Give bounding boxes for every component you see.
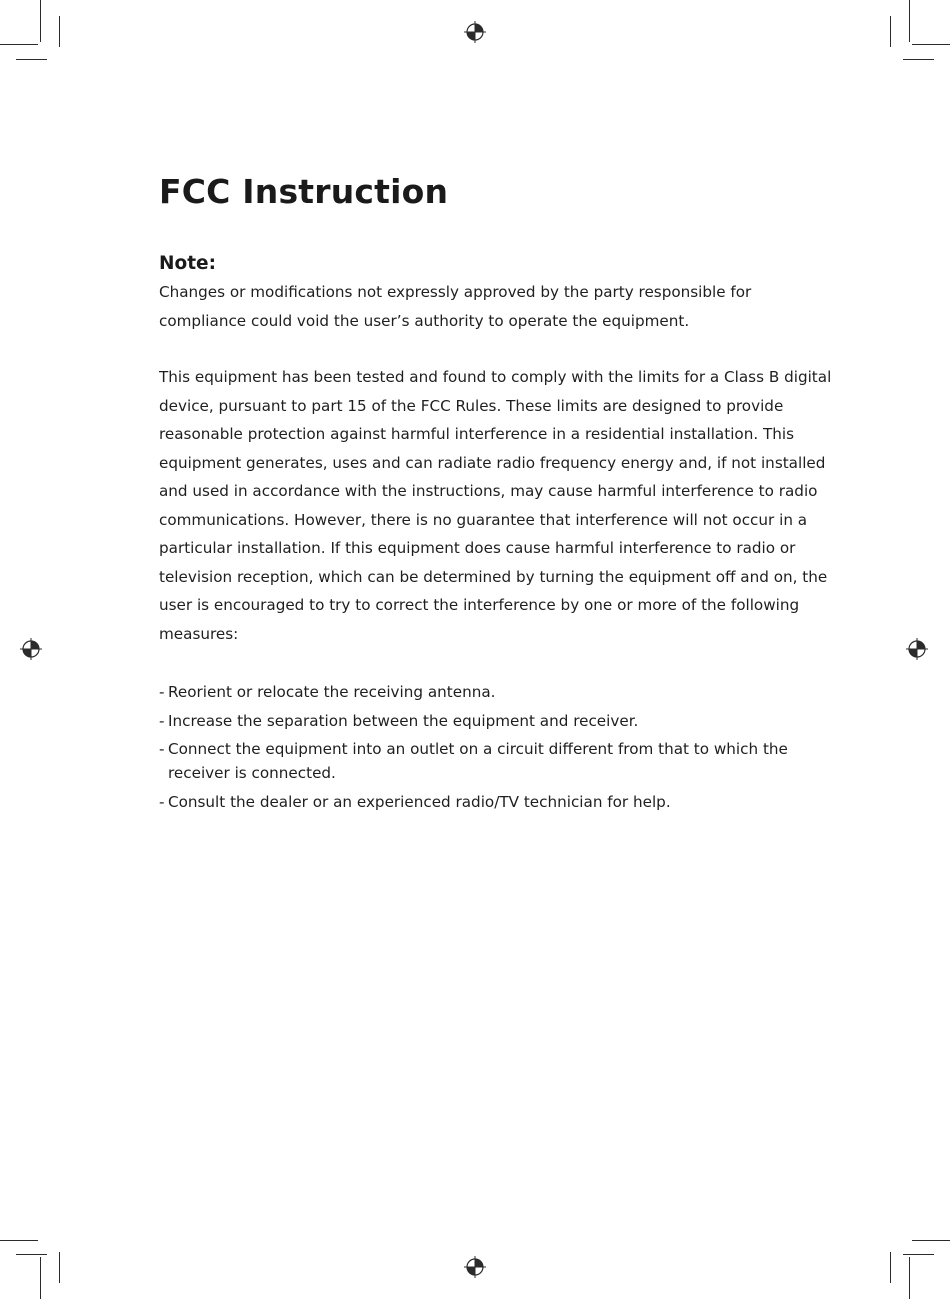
crop-mark-icon [16,1254,47,1255]
crop-mark-icon [59,16,60,47]
page-title: FCC Instruction [159,172,449,211]
list-item [159,737,839,785]
crop-mark-icon [909,1257,910,1299]
measure-text: Reorient or relocate the receiving antenna. [168,683,496,701]
crop-mark-icon [0,1240,38,1241]
list-item [159,790,839,814]
crop-mark-icon [59,1252,60,1283]
document-body [159,170,839,818]
registration-target-icon [20,638,42,660]
list-item [159,680,839,704]
note-heading: Note: [159,253,216,274]
crop-mark-icon [890,16,891,47]
list-item [159,709,839,733]
crop-mark-icon [40,0,41,42]
crop-mark-icon [903,59,934,60]
measures-list [159,680,839,814]
registration-target-icon [906,638,928,660]
crop-mark-icon [912,1240,950,1241]
list-marker: - [159,683,165,701]
registration-target-icon [464,21,486,43]
list-marker: - [159,740,165,758]
registration-target-icon [464,1256,486,1278]
compliance-paragraph: This equipment has been tested and found to comply with the limits for a Class B digital device, pursuant to part 15 of the FCC Rules. These limits are designed to provide reasonable protection against harmful interference in a residential installation. This equipment generates, uses and can radiate radio frequency energy and, if not installed and used in accordance with the instructions, may cause harmful interference to radio communications. However, there is no guarantee that interference will not occur in a particular installation. If this equipment does cause harmful interference to radio or television reception, which can be determined by turning the equipment off and on, the user is encouraged to try to correct the interference by one or more of the following measures: [159,368,832,643]
list-marker: - [159,711,165,730]
measure-text: Consult the dealer or an experienced radio/TV technician for help. [168,792,671,811]
crop-mark-icon [912,44,950,45]
crop-mark-icon [40,1257,41,1299]
crop-mark-icon [0,44,38,45]
crop-mark-icon [890,1252,891,1283]
crop-mark-icon [16,59,47,60]
measure-text: Connect the equipment into an outlet on a circuit different from that to which the receiver is connected. [168,740,788,782]
list-marker: - [159,792,165,811]
crop-mark-icon [903,1254,934,1255]
crop-mark-icon [909,0,910,42]
measure-text: Increase the separation between the equipment and receiver. [168,711,639,730]
note-paragraph: Changes or modifications not expressly approved by the party responsible for compliance could void the user’s authority to operate the equipment. [159,283,752,330]
